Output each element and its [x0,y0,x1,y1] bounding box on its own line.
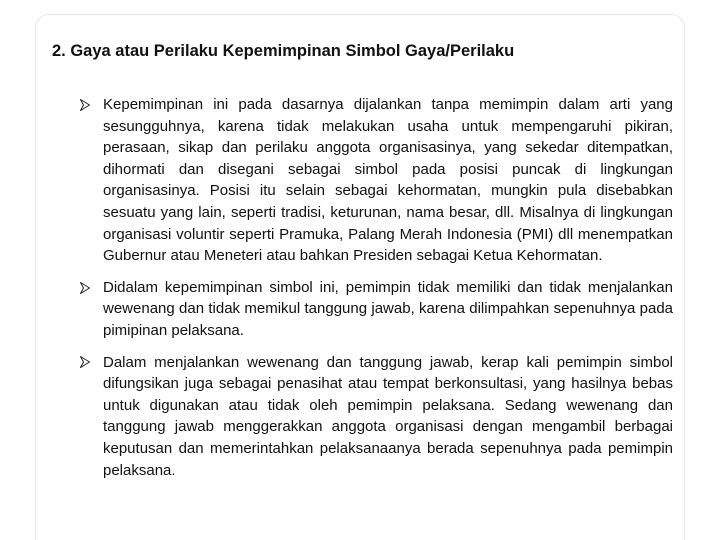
bullet-item [80,94,673,267]
bullet-text: Didalam kepemimpinan simbol ini, pemimpin tidak memiliki dan tidak menjalankan wewenang dan tidak memikul tanggung jawab, karena dilimpahkan sepenuhnya pada pimipinan pelaksana. [103,278,673,339]
slide-title: 2. Gaya atau Perilaku Kepemimpinan Simbol Gaya/Perilaku [52,42,515,60]
bullet-item [80,277,673,342]
bullet-list [80,94,673,491]
arrowhead-bullet-icon [80,352,92,374]
arrowhead-bullet-icon [80,277,92,299]
arrowhead-bullet-icon [80,94,92,116]
bullet-item [80,352,673,482]
bullet-text: Dalam menjalankan wewenang dan tanggung jawab, kerap kali pemimpin simbol difungsikan juga sebagai penasihat atau tempat berkonsultasi, yang hasilnya bebas untuk digunakan atau tidak oleh pemimpin pelaksana. Sedang wewenang dan tanggung jawab menggerakkan anggota organisasi dengan mengambil berbagai keputusan dan memerintahkan pelaksanaanya berada sepenuhnya pada pemimpin pelaksana. [103,353,673,479]
bullet-text: Kepemimpinan ini pada dasarnya dijalankan tanpa memimpin dalam arti yang sesungguhnya, karena tidak melakukan usaha untuk mempengaruhi pikiran, perasaan, sikap dan perilaku anggota organisasinya, yang sekedar ditempatkan, dihormati dan disegani sebagai simbol pada posisi puncak di lingkungan organisasinya. Posisi itu selain sebagai kehormatan, mungkin pula disebabkan sesuatu yang lain, seperti tradisi, keturunan, nama besar, dll. Misalnya di lingkungan organisasi voluntir seperti Pramuka, Palang Merah Indonesia (PMI) dll menempatkan Gubernur atau Meneteri atau bahkan Presiden sebagai Ketua Kehormatan. [103,96,673,265]
